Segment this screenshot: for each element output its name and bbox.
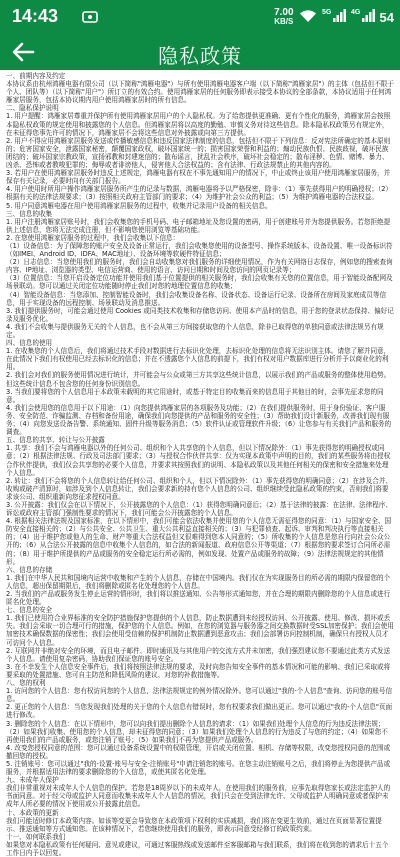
policy-paragraph: 5. 用户同意鸿雁电器在用户使用鸿雁家居服务的过程中，收集并记录用户设备的相关信息。 <box>6 201 272 210</box>
policy-paragraph: 2. 更正您的个人信息：当您发现我们处理的关于您的个人信息有错误时，您有权要求我们做出更正。您可以通过"我的-个人信息"页面进行修改。 <box>6 703 393 720</box>
policy-paragraph: 4. 改变您授权同意的范围：您可以通过设备系统设置中的权限管理，开启或关闭位置、相机、存储等权限，改变您授权同意的范围或撤回您的授权。 <box>6 743 391 760</box>
page-title: 隐私政策 <box>158 44 242 68</box>
signal-4g-icon <box>351 7 375 27</box>
wifi-icon <box>299 8 317 27</box>
policy-paragraph: 三、信息的收集 <box>6 209 53 218</box>
policy-paragraph: 3. 删除您的个人信息：在以下情形中，您可以向我们提出删除个人信息的请求：（1）如果我们处理个人信息的行为违反法律法规；（2）如果我们收集、使用您的个人信息，却未征得您的同意；（3）如果我们处理个人信息的行为违反了与您的约定；（4）如果您不再使用我们的产品或服务，或您注销了账号；（5）如果我们不再为您提供产品或服务。 <box>6 719 388 744</box>
policy-paragraph: 4. 我们不会收集与提供服务无关的个人信息，也不会从第三方间接获取您的个人信息，除非已取得您的单独同意或法律法规另有规定。 <box>6 322 384 339</box>
policy-paragraph: 七、信息的安全 <box>6 606 53 615</box>
policy-paragraph: 3. 在不幸发生个人信息安全事件后，我们将按照法律法规的要求，及时向您告知安全事件的基本情况和可能的影响、我们已采取或将要采取的处置措施、您可自主防范和降低风险的建议、对您的补救措施等。 <box>6 662 391 679</box>
policy-paragraph: 我们可能适时修订本政策内容。如该等变更会导致您在本政策项下权利的实质减损，我们将在变更生效前，通过在页面显著位置提示、推送通知等方式通知您。在该种情况下，若您继续使用我们的服务，即表示同意受经修订的政策约束。 <box>6 816 382 833</box>
policy-paragraph: 4. 根据相关法律法规及国家标准，在以下情形中，我们可能会依法收集并使用您的个人信息无需征得您的同意：（1）与国家安全、国防安全直接相关的；（2）与公共安全、公共卫生、重大公共利益直接相关的；（3）与犯罪侦查、起诉、审判和判决执行等直接相关的；（4）出于维护您或他人的生命、财产等重大合法权益但又很难得到您本人同意的；（5）所收集的个人信息是您自行向社会公众公开的；（6）从合法公开披露的信息中收集个人信息的，如合法的新闻报道、政府信息公开等渠道；（7）根据您的要求签订合同所必需的；（8）用于维护所提供的产品或服务的安全稳定运行所必需的，例如发现、处置产品或服务的故障；（9）法律法规规定的其他情形。 <box>6 517 392 566</box>
policy-paragraph: 九、未成年人保护 <box>6 776 59 785</box>
policy-paragraph: 1. 用户提醒：鸿雁家居尊重并保护所有使用鸿雁家居用户的个人隐私权。为了给您提供更准确、更有个性化的服务，鸿雁家居会按照本隐私权政策的规定使用和披露您的个人信息。但鸿雁家居将以高度的勤勉、审慎义务对待这些信息。除本隐私权政策另有规定外，在未征得您事先许可的情况下，鸿雁家居不会将这些信息对外披露或向第三方提供。 <box>6 112 391 137</box>
policy-paragraph: （2）日志信息：当您使用我们的服务时，我们会自动收集您对我们服务的详细使用情况，作为有关网络日志保存，例如您的搜索查询内容、IP地址、浏览器的类型、电信运营商、使用的语言、访问日期和时间及您访问的网页记录等； <box>6 258 393 275</box>
policy-paragraph: 3. 公开披露：我们仅会在以下情况下，公开披露您的个人信息：（1）获得您明确同意后；（2）基于法律的披露：在法律、法律程序、诉讼或政府主管部门强制性要求的情况下，我们可能会公开披露您的个人信息。 <box>6 500 393 518</box>
policy-paragraph: 四、信息的使用 <box>6 339 53 348</box>
policy-paragraph: 2. 互联网并非绝对安全的环境，而且电子邮件、即时通讯及与其他用户的交流方式并未加密，我们强烈建议您不要通过此类方式发送个人信息。请使用复杂密码，协助我们保证您的账号安全。 <box>6 646 391 663</box>
app-bar <box>0 34 400 70</box>
svg-text:4G: 4G <box>350 9 360 16</box>
net-speed <box>274 8 293 26</box>
policy-paragraph: 我们非常重视对未成年人个人信息的保护。若您是18周岁以下的未成年人，在使用我们的服务前，应事先取得您家长或法定监护人的书面同意。对于经父母或监护人同意而收集未成年人个人信息的情况，我们只会在受到法律允许、父母或监护人明确同意或者保护未成年人所必要的情况下使用或公开披露此信息。 <box>6 784 391 809</box>
policy-paragraph: （3）位置信息：当您开启设备定位功能并使用我们基于位置提供的相关服务时，我们会收集有关您的位置信息，用于智能设备配网及场景联动。您可以通过关闭定位功能随时停止我们对您的地理位置信息的收集； <box>6 274 393 291</box>
policy-paragraph: 八、您的权利 <box>6 679 46 688</box>
policy-paragraph: 2. 转让：我们不会将您的个人信息转让给任何公司、组织和个人，但以下情况除外：（1）事先获得您的明确同意；（2）在涉及合并、收购或破产清算时，如涉及到个人信息转让，我们会要求新的持有您个人信息的公司、组织继续受此隐私政策的约束，否则我们将要求该公司、组织重新向您征求授权同意。 <box>6 476 393 501</box>
policy-paragraph: 3. 若用户在使用鸿雁家居服务时违反上述规定，鸿雁电器有权在不事先通知用户的情况下，中止或终止该用户使用鸿雁家居服务，并保存有关记录，必要时向有关部门报告。 <box>6 169 391 186</box>
policy-paragraph: 如果您对本隐私政策有任何疑问、意见或建议，可通过客服热线或发送邮件至客服邮箱与我们联系，我们将在收到您的请求后十五个工作日内予以回复。 <box>6 840 389 857</box>
status-bar <box>0 0 400 34</box>
policy-paragraph: 1. 我们在中华人民共和国境内运营中收集和产生的个人信息，存储在中国境内。我们仅在为实现服务目的所必需的期限内保留您的个人信息，超出保留期限后，我们将删除或匿名化处理您的个人信息。 <box>6 573 391 590</box>
status-indicators <box>274 5 394 29</box>
policy-paragraph: 2. 在您使用鸿雁家居服务的过程中，我们会收集以下信息： <box>6 233 180 242</box>
signal-5g-icon <box>322 7 346 27</box>
policy-paragraph: 1. 访问您的个人信息：您有权访问您的个人信息，法律法规规定的例外情况除外。您可以通过"我的-个人信息"查询、访问您的账号信息。 <box>6 687 393 704</box>
notification-icon <box>82 9 98 25</box>
policy-paragraph: 2. 我们会对我们的服务使用情况进行统计，并可能会与公众或第三方共享这些统计信息，以展示我们的产品或服务的整体使用趋势。但这些统计信息不包含您的任何身份识别信息。 <box>6 371 391 388</box>
policy-paragraph: 十一、如何联系我们 <box>6 832 66 841</box>
policy-paragraph: 3. 我们提供服务时，可能会通过使用 Cookies 或同类技术收集和存储您访问、使用本产品时的信息，用于您的登录状态保持、偏好记录及服务优化。 <box>6 306 394 323</box>
policy-paragraph: 十、本政策的更新 <box>6 808 59 817</box>
policy-paragraph: 二、隐私保护说明 <box>6 104 59 113</box>
policy-content[interactable] <box>0 70 400 857</box>
policy-paragraph: 4. 用户使用时所用户操作鸿雁家居服务所产生的记录与数据，鸿雁电器将予以严格保密，除非：（1）事先获得用户的明确授权；（2）根据有关的法律法规要求；（3）按照相关政府主管部门的要求；（4）为维护社会公众的利益；（5）为维护鸿雁电器的合法权益。 <box>6 185 393 202</box>
policy-paragraph: 一、前期内容及约定 <box>6 72 66 80</box>
policy-paragraph: 3. 当我们要将您的个人信息用于本政策未载明的其它用途时，或基于特定目的收集而来的信息用于其他目的时，会事先征求您的同意。 <box>6 387 384 404</box>
policy-paragraph: 5. 注销账号：您可以通过"我的-设置-账号与安全-注销账号"申请注销您的账号。在您主动注销账号之后，我们将停止为您提供产品或服务，并根据适用法律的要求删除您的个人信息，或使其匿名化处理。 <box>6 759 391 777</box>
policy-paragraph: 1. 在收集您的个人信息后，我们将通过技术手段对数据进行去标识化处理，去标识化处理的信息将无法识别主体。请您了解并同意，在此情况下我们有权使用已经去标识化的信息；并在不透露您个人信息的前提下，我们有权对用户数据库进行分析并予以商业化的利用。 <box>6 347 391 372</box>
policy-paragraph: 五、信息的共享、转让与公开披露 <box>6 436 105 445</box>
policy-paragraph: 4. 我们会使用您的信息用于以下用途：（1）向您提供鸿雁家居的各项服务及功能；（2）在我们提供服务时，用于身份验证、客户服务、安全防范、诈骗监测、存档和备份用途，确保我们向您提供的产品和服务的安全性；（3）帮助我们设计新服务，改善我们现有服务；（4）向您发送设备告警、系统通知、固件升级等服务消息；（5）软件认证或管理软件升级；（6）让您参与有关我们产品和服务的调查。 <box>6 403 392 437</box>
policy-paragraph: 本协议系由杭州鸿雁电器有限公司（以下简称"鸿雁电器"）与所有使用鸿雁电器客户端（以下简称"鸿雁家居"）的主体（包括但不限于个人、团队等）（以下简称"用户"）所订立的有效合约。使用鸿雁家居的任何服务即表示接受本协议的全部条款，本协议适用于任何鸿雁家居服务，包括本协议期内用户使用鸿雁家居时的所有信息。 <box>6 80 394 105</box>
policy-paragraph: 2. 用户不得应用鸿雁家居服务发送或传播敏感信息和违反国家法律制度的信息，包括但不限于下列信息：反对宪法所确定的基本原则的；危害国家安全，泄露国家秘密，颠覆国家政权，破坏国家统一的；损害国家荣誉和利益的；煽动民族仇恨、民族歧视，破坏民族团结的；破坏国家宗教政策，宣扬邪教和封建迷信的；散布谣言，扰乱社会秩序，破坏社会稳定的；散布淫秽、色情、赌博、暴力、凶杀、恐怖或者教唆犯罪的；侮辱或者诽谤他人，侵害他人合法权益的；含有法律、行政法规禁止的其他内容的。 <box>6 136 391 170</box>
policy-paragraph: 1. 我们已使用符合业界标准的安全防护措施保护您提供的个人信息，防止数据遭到未经授权访问、公开披露、使用、修改、损坏或丢失。我们会采取一切合理可行的措施，保护您的个人信息。例如，在您的浏览器与服务器之间交换数据时受SSL加密保护；我们会使用加密技术确保数据的保密性；我们会使用受信赖的保护机制防止数据遭到恶意攻击；我们会部署访问控制机制，确保只有授权人员才可访问个人信息。 <box>6 614 394 647</box>
battery-level: 54 <box>379 9 394 25</box>
net-speed-unit: KB/S <box>274 17 294 26</box>
policy-paragraph: 1. 共享：我们不会与鸿雁电器以外的任何公司、组织和个人共享您的个人信息，但以下情况除外：（1）事先获得您的明确授权或同意；（2）根据法律法规、行政及司法部门要求；（3）与授权合作伙伴共享：仅为实现本政策中声明的目的，我们的某些服务将由授权合作伙伴提供，我们仅会共享您的必要个人信息，并要求其按照我们的说明、本隐私政策以及其他任何相关的保密和安全措施来处理个人信息。 <box>6 444 391 477</box>
policy-paragraph: 1. 用户注册鸿雁家居账号时，我们会收集您的手机号码、电子邮箱地址及您设置的密码，用于创建账号并为您提供服务。若您拒绝提供上述信息，您将无法完成注册，但不影响您使用浏览等基础功能。 <box>6 217 391 234</box>
policy-paragraph: （1）设备信息：为了保障您的账户安全及设备正常运行，我们会收集您使用的设备型号、操作系统版本、设备设置、唯一设备标识符（如IMEI、Android ID、IDFA、MAC地址）、设备环境等软硬件特征信息； <box>6 241 393 259</box>
policy-paragraph: 2. 当我们的产品或服务发生停止运营的情形时，我们将以推送通知、公告等形式通知您，并在合理的期限内删除您的个人信息或进行匿名化处理。 <box>6 590 391 607</box>
policy-paragraph: （4）智能设备信息：当您添加、控制智能设备时，我们会收集设备名称、设备状态、设备运行记录、设备所在房间及家庭成员等信息，用于实现设备的远程控制、场景联动及消息推送。 <box>6 290 387 307</box>
status-time: 14:43 <box>12 6 59 26</box>
svg-text:5G: 5G <box>321 9 331 16</box>
policy-paragraph: 六、信息的存储 <box>6 565 53 574</box>
net-speed-value: 7.00 <box>274 7 294 18</box>
